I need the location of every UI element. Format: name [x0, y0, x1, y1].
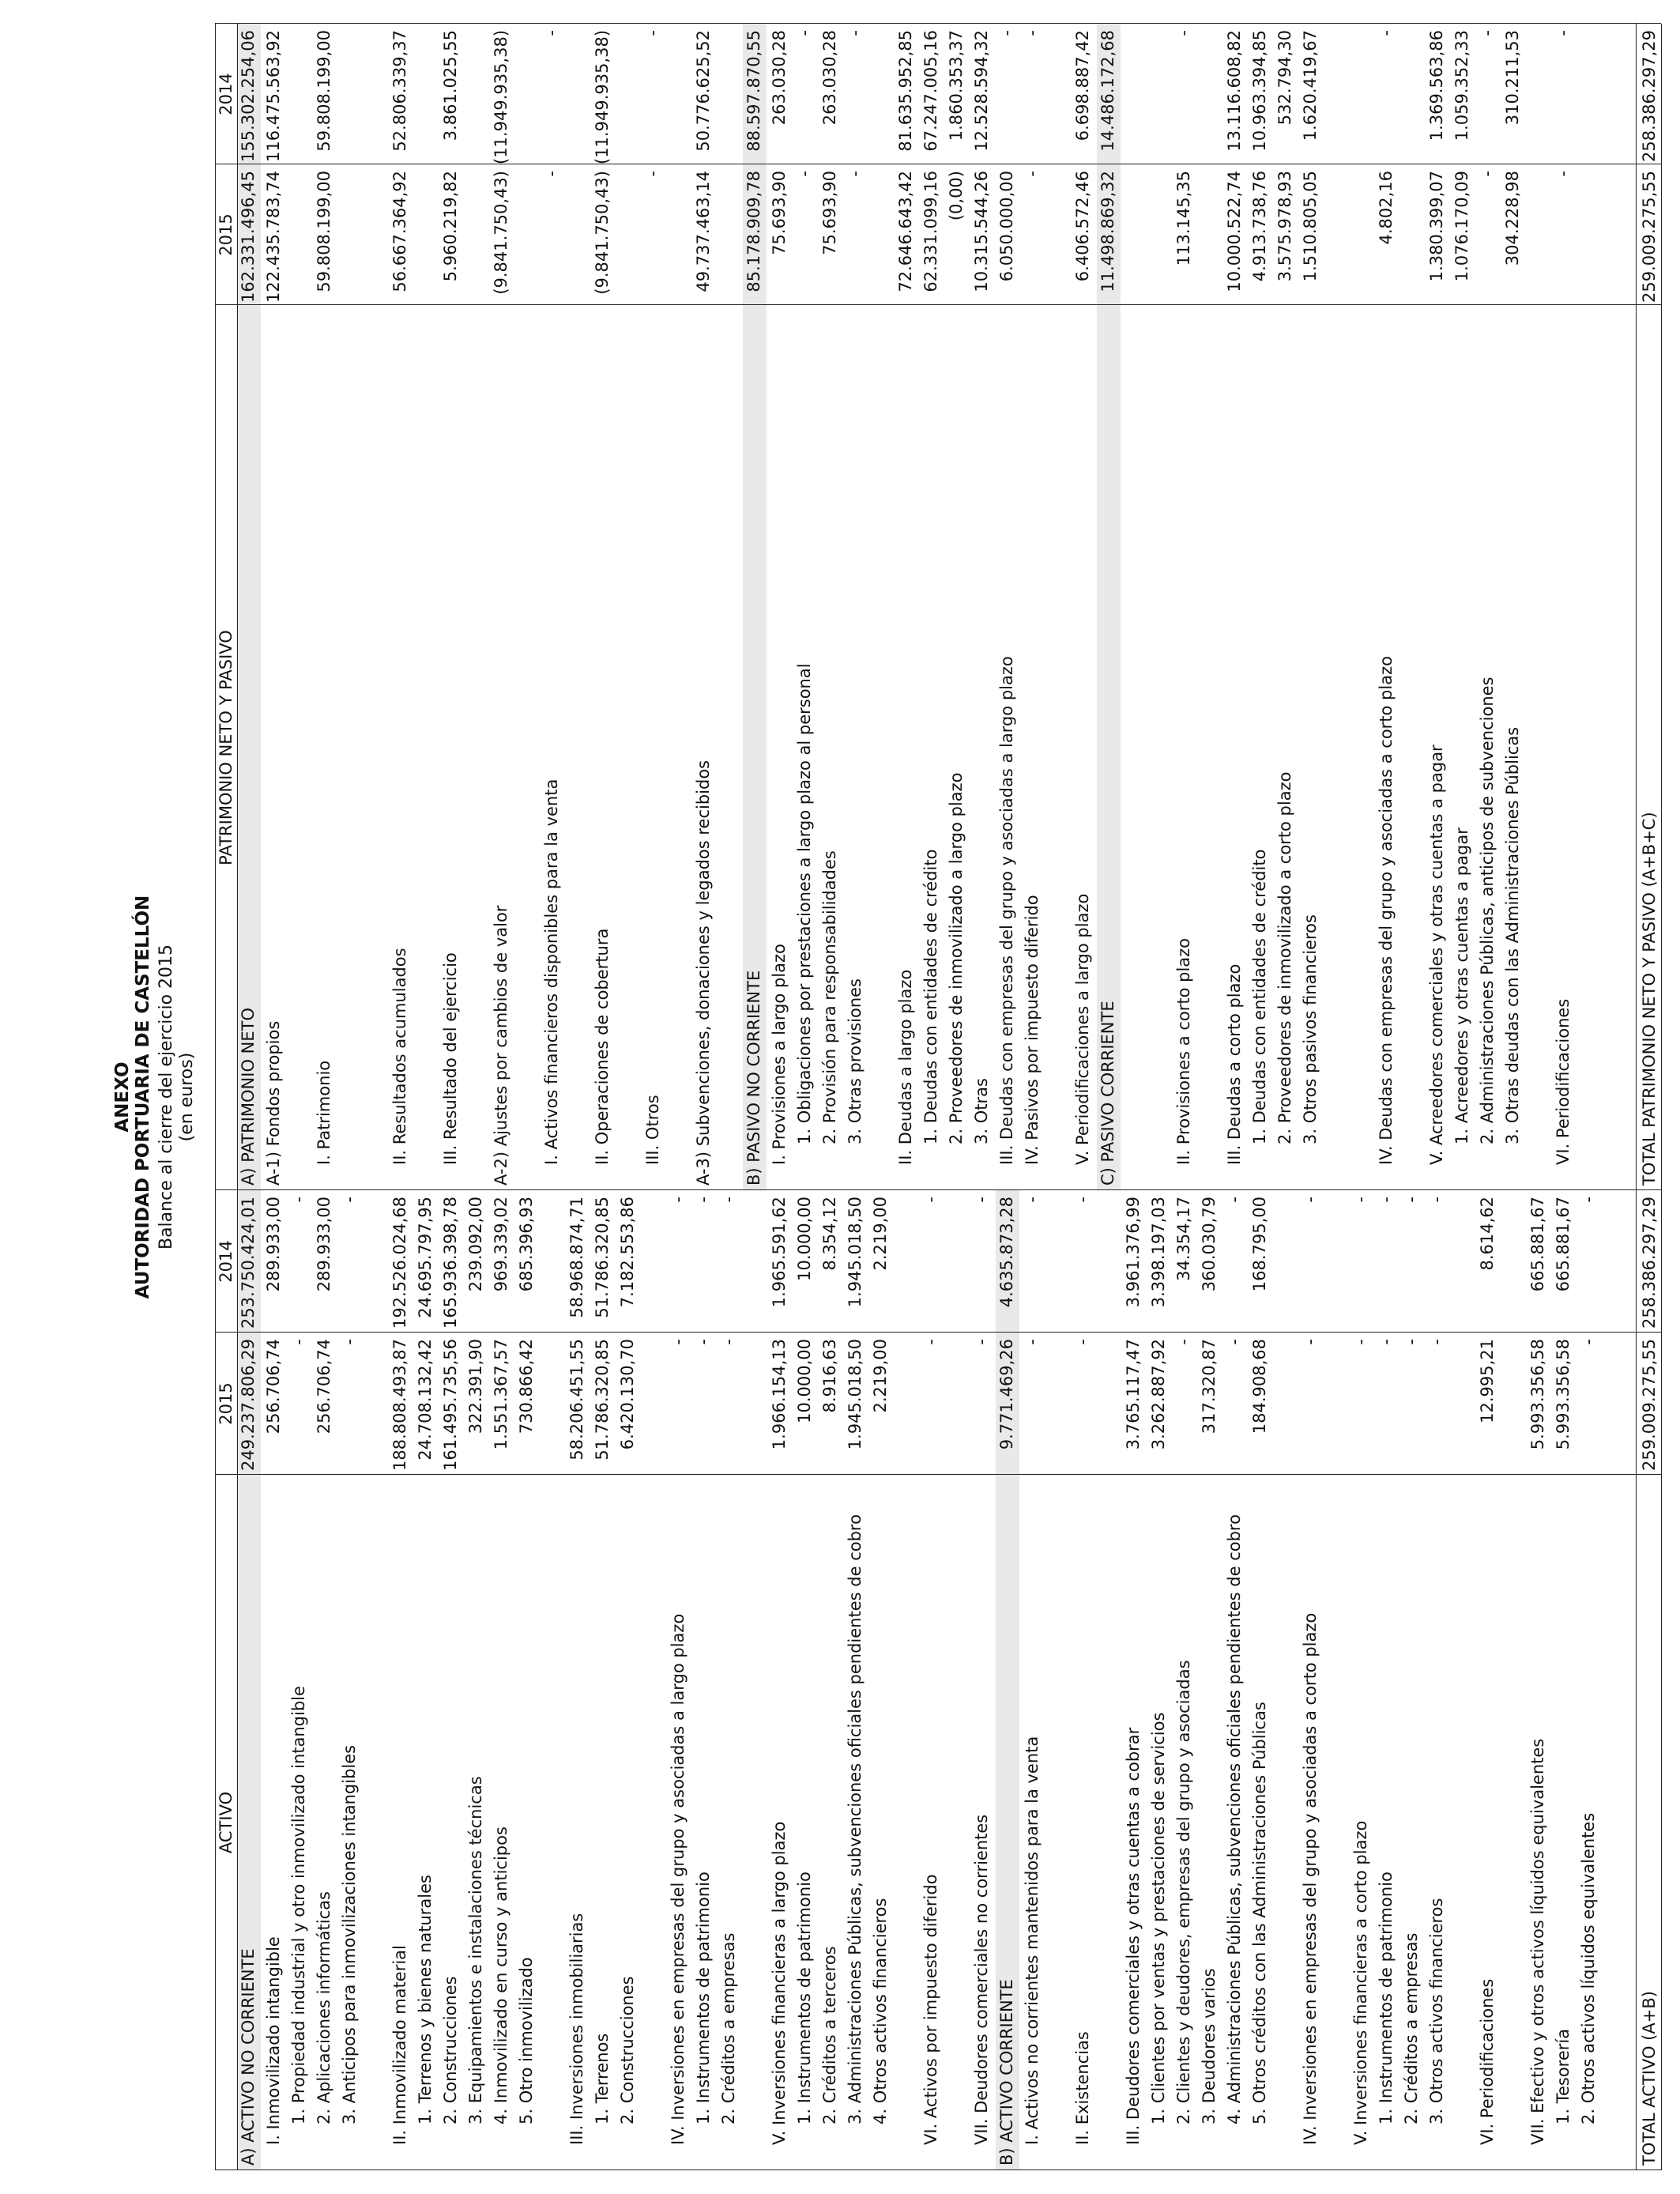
balance-subtitle: Balance al cierre del ejercicio 2015	[156, 944, 176, 1250]
activo-v2015-value: 58.206.451,55	[567, 1339, 586, 1461]
activo-v2015-value: 184.908,68	[1250, 1339, 1269, 1434]
pasivo-v2015-value: -	[1554, 171, 1573, 177]
table-column-divider	[215, 23, 1661, 24]
pasivo-v2014-value: -	[643, 30, 662, 36]
pasivo-row-label: III. Deudas a corto plazo	[1225, 963, 1244, 1165]
activo-v2014-value: 969.339,02	[492, 1197, 510, 1292]
activo-v2015-value: 24.708.132,42	[416, 1339, 435, 1461]
pasivo-v2015-value: 11.498.869,32	[1098, 171, 1117, 292]
activo-row-label: 3. Otros activos financieros	[1427, 1898, 1446, 2124]
activo-v2015-value: -	[1225, 1339, 1244, 1345]
pasivo-v2014-value: -	[542, 30, 561, 36]
activo-v2014-value: -	[1301, 1197, 1320, 1203]
activo-v2015-value: 256.706,74	[315, 1339, 333, 1434]
activo-row-label: 2. Clientes y deudores, empresas del grupo y asociadas	[1174, 1660, 1193, 2124]
pasivo-row-label: III. Resultado del ejercicio	[441, 952, 460, 1165]
activo-row-label: 5. Otros créditos con las Administraciones Públicas	[1250, 1702, 1269, 2124]
table-column-divider	[215, 1474, 1661, 1475]
pasivo-v2015-value: 122.435.783,74	[264, 171, 283, 303]
pasivo-row-label: A) PATRIMONIO NETO	[239, 1008, 258, 1186]
activo-v2014-value: 665.881,67	[1528, 1197, 1547, 1292]
pasivo-v2015-value: 4.802,16	[1377, 171, 1396, 245]
activo-v2015-value: -	[972, 1339, 991, 1345]
activo-v2014-value: 685.396,93	[517, 1197, 536, 1292]
activo-v2015-value: -	[1174, 1339, 1193, 1345]
activo-v2015-value: -	[669, 1339, 687, 1345]
activo-v2015-value: 317.320,87	[1200, 1339, 1219, 1434]
pasivo-v2014-value: 67.247.005,16	[921, 30, 940, 152]
activo-v2014-value: 7.182.553,86	[618, 1197, 637, 1308]
pasivo-v2015-value: -	[1023, 171, 1042, 177]
activo-v2014-value: 665.881,67	[1554, 1197, 1573, 1292]
activo-row-label: 4. Administraciones Públicas, subvenciones oficiales pendientes de cobro	[1225, 1514, 1244, 2124]
pasivo-row-label: I. Patrimonio	[315, 1060, 333, 1165]
pasivo-row-label: II. Provisiones a corto plazo	[1174, 937, 1193, 1165]
activo-row-label: IV. Inversiones en empresas del grupo y asociadas a largo plazo	[669, 1613, 687, 2145]
activo-v2015-value: 5.993.356,58	[1554, 1339, 1573, 1450]
table-column-divider	[215, 1332, 1661, 1333]
activo-v2015-value: 8.916,63	[820, 1339, 839, 1413]
pasivo-v2014-value: 50.776.625,52	[694, 30, 713, 152]
pasivo-row-label: 3. Otras	[972, 1078, 991, 1144]
pasivo-v2015-value: -	[542, 171, 561, 177]
pasivo-v2015-value: 162.331.496,45	[239, 171, 258, 303]
pasivo-row-label: 1. Obligaciones por prestaciones a largo plazo al personal	[795, 663, 814, 1144]
pasivo-row-label: II. Resultados acumulados	[390, 948, 409, 1165]
activo-row-label: VII. Efectivo y otros activos líquidos equivalentes	[1528, 1738, 1547, 2145]
pasivo-row-label: 2. Administraciones Públicas, anticipos de subvenciones	[1478, 677, 1497, 1144]
pasivo-row-label: 1. Deudas con entidades de crédito	[1250, 849, 1269, 1144]
activo-v2015-value: 730.866,42	[517, 1339, 536, 1434]
pasivo-v2015-value: -	[1478, 171, 1497, 177]
activo-v2014-value: 192.526.024,68	[390, 1197, 409, 1329]
pasivo-row-label: V. Periodificaciones a largo plazo	[1073, 893, 1092, 1165]
activo-v2015-value: -	[1351, 1339, 1370, 1345]
pasivo-v2015-value: 59.808.199,00	[315, 171, 333, 292]
pasivo-v2015-value: -	[846, 171, 864, 177]
activo-column-header: ACTIVO	[217, 1791, 235, 1854]
activo-row-label: 1. Instrumentos de patrimonio	[1377, 1872, 1396, 2124]
pasivo-row-label: A-2) Ajustes por cambios de valor	[492, 905, 510, 1186]
activo-row-label: A) ACTIVO NO CORRIENTE	[239, 1948, 258, 2166]
activo-row-label: I. Activos no corrientes mantenidos para la venta	[1023, 1736, 1042, 2145]
activo-v2014-value: 253.750.424,01	[239, 1197, 258, 1329]
pasivo-row-label: A-1) Fondos propios	[264, 1020, 283, 1186]
pasivo-v2014-value: 12.528.594,32	[972, 30, 991, 152]
table-column-divider	[215, 304, 1661, 305]
activo-v2015-value: -	[1023, 1339, 1042, 1345]
activo-row-label: 4. Otros activos financieros	[871, 1898, 890, 2124]
pasivo-row-label: V. Acreedores comerciales y otras cuentas a pagar	[1427, 745, 1446, 1165]
activo-v2015-value: 51.786.320,85	[593, 1339, 612, 1461]
activo-v2014-value: 3.961.376,99	[1124, 1197, 1143, 1308]
pasivo-row-label: II. Deudas a largo plazo	[896, 969, 915, 1165]
activo-v2014-value: -	[1225, 1197, 1244, 1203]
activo-row-label: IV. Inversiones en empresas del grupo y asociadas a corto plazo	[1301, 1612, 1320, 2145]
activo-v2014-value: 168.795,00	[1250, 1197, 1269, 1292]
activo-row-label: III. Deudores comerciales y otras cuentas a cobrar	[1124, 1727, 1143, 2145]
activo-v2014-value: -	[1579, 1197, 1598, 1203]
pasivo-row-label: A-3) Subvenciones, donaciones y legados recibidos	[694, 760, 713, 1186]
activo-row-label: 2. Construcciones	[618, 1976, 637, 2124]
activo-v2014-value: 4.635.873,28	[997, 1197, 1016, 1308]
activo-row-label: 2. Otros activos líquidos equivalentes	[1579, 1812, 1598, 2124]
currency-unit: (en euros)	[177, 1052, 197, 1142]
activo-v2015-value: 1.966.154,13	[770, 1339, 789, 1450]
pasivo-v2014-value: 6.698.887,42	[1073, 30, 1092, 141]
activo-v2015-value: -	[289, 1339, 308, 1345]
pasivo-2014-header: 2014	[217, 73, 235, 115]
activo-row-label: 1. Clientes por ventas y prestaciones de servicios	[1149, 1712, 1168, 2124]
pasivo-2015-header: 2015	[217, 213, 235, 256]
pasivo-row-label: IV. Deudas con empresas del grupo y asociadas a corto plazo	[1377, 656, 1396, 1165]
activo-row-label: I. Inmovilizado intangible	[264, 1936, 283, 2145]
pasivo-v2015-value: 75.693,90	[820, 171, 839, 255]
entity-title: AUTORIDAD PORTUARIA DE CASTELLÓN	[133, 895, 153, 1299]
pasivo-row-label: 2. Provisión para responsabilidades	[820, 850, 839, 1144]
pasivo-v2014-value: 116.475.563,92	[264, 30, 283, 162]
activo-v2015-value: 3.765.117,47	[1124, 1339, 1143, 1450]
activo-row-label: 2. Créditos a empresas	[719, 1932, 738, 2124]
activo-v2015-value: -	[340, 1339, 359, 1345]
activo-row-label: II. Inmovilizado material	[390, 1945, 409, 2145]
pasivo-v2015-value: 10.000.522,74	[1225, 171, 1244, 292]
activo-v2014-value: -	[972, 1197, 991, 1203]
activo-v2014-value: 360.030,79	[1200, 1197, 1219, 1292]
table-column-divider	[215, 1189, 1661, 1190]
activo-v2015-value: 1.945.018,50	[846, 1339, 864, 1450]
activo-row-label: 5. Otro inmovilizado	[517, 1957, 536, 2124]
pasivo-v2015-value: (9.841.750,43)	[593, 171, 612, 295]
pasivo-v2015-value: 1.380.399,07	[1427, 171, 1446, 282]
pasivo-v2015-value: (0,00)	[947, 171, 966, 221]
activo-v2014-value: 2.219,00	[871, 1197, 890, 1271]
activo-row-label: 2. Créditos a terceros	[820, 1946, 839, 2124]
activo-v2014-value: -	[669, 1197, 687, 1203]
total-activo-2014: 258.386.297,29	[1640, 1197, 1659, 1329]
activo-row-label: VI. Periodificaciones	[1478, 1978, 1497, 2145]
activo-v2014-value: 165.936.398,78	[441, 1197, 460, 1329]
activo-row-label: V. Inversiones financieras a corto plazo	[1351, 1820, 1370, 2145]
table-column-divider	[215, 2169, 1661, 2170]
pasivo-v2015-value: -	[643, 171, 662, 177]
activo-v2015-value: 5.993.356,58	[1528, 1339, 1547, 1450]
pasivo-v2014-value: -	[997, 30, 1016, 36]
activo-v2014-value: 289.933,00	[264, 1197, 283, 1292]
activo-2015-header: 2015	[217, 1382, 235, 1425]
pasivo-v2014-value: 88.597.870,55	[744, 30, 763, 152]
activo-v2015-value: 2.219,00	[871, 1339, 890, 1413]
activo-v2014-value: -	[1351, 1197, 1370, 1203]
pasivo-row-label: I. Activos financieros disponibles para la venta	[542, 778, 561, 1165]
activo-v2015-value: 6.420.130,70	[618, 1339, 637, 1450]
pasivo-row-label: VI. Periodificaciones	[1554, 998, 1573, 1165]
pasivo-row-label: 2. Proveedores de inmovilizado a corto plazo	[1275, 771, 1294, 1144]
pasivo-v2014-value: -	[795, 30, 814, 36]
pasivo-row-label: 3. Otras deudas con las Administraciones Públicas	[1503, 726, 1522, 1144]
pasivo-row-label: B) PASIVO NO CORRIENTE	[744, 970, 763, 1186]
activo-v2014-value: 8.614,62	[1478, 1197, 1497, 1271]
activo-v2014-value: 51.786.320,85	[593, 1197, 612, 1318]
activo-row-label: 1. Tesorería	[1554, 2028, 1573, 2124]
activo-row-label: 4. Inmovilizado en curso y anticipos	[492, 1826, 510, 2124]
pasivo-v2014-value: 14.486.172,68	[1098, 30, 1117, 152]
pasivo-v2014-value: -	[1554, 30, 1573, 36]
activo-row-label: 3. Anticipos para inmovilizaciones intangibles	[340, 1744, 359, 2124]
pasivo-row-label: IV. Pasivos por impuesto diferido	[1023, 895, 1042, 1165]
activo-v2014-value: -	[1427, 1197, 1446, 1203]
pasivo-row-label: I. Provisiones a largo plazo	[770, 944, 789, 1165]
pasivo-v2015-value: (9.841.750,43)	[492, 171, 510, 295]
pasivo-v2014-value: -	[1174, 30, 1193, 36]
pasivo-v2015-value: 56.667.364,92	[390, 171, 409, 292]
total-activo-label: TOTAL ACTIVO (A+B)	[1640, 1991, 1659, 2166]
pasivo-v2015-value: 304.228,98	[1503, 171, 1522, 266]
activo-v2015-value: -	[1427, 1339, 1446, 1345]
activo-row-label: VI. Activos por impuesto diferido	[921, 1874, 940, 2145]
activo-row-label: 2. Aplicaciones informáticas	[315, 1891, 333, 2124]
activo-v2014-value: -	[289, 1197, 308, 1203]
pasivo-v2014-value: 155.302.254,06	[239, 30, 258, 162]
activo-v2015-value: 188.808.493,87	[390, 1339, 409, 1471]
activo-v2014-value: -	[1023, 1197, 1042, 1203]
pasivo-v2015-value: 1.076.170,09	[1452, 171, 1471, 282]
pasivo-v2014-value: 52.806.339,37	[390, 30, 409, 152]
activo-v2014-value: -	[694, 1197, 713, 1203]
activo-row-label: III. Inversiones inmobiliarias	[567, 1913, 586, 2145]
activo-2014-header: 2014	[217, 1240, 235, 1283]
pasivo-row-label: 2. Proveedores de inmovilizado a largo plazo	[947, 772, 966, 1144]
pasivo-v2014-value: 13.116.608,82	[1225, 30, 1244, 152]
activo-row-label: 1. Instrumentos de patrimonio	[694, 1872, 713, 2124]
pasivo-v2014-value: -	[1377, 30, 1396, 36]
activo-v2014-value: 10.000,00	[795, 1197, 814, 1281]
pasivo-v2014-value: (11.949.935,38)	[593, 29, 612, 164]
activo-v2014-value: 1.965.591,62	[770, 1197, 789, 1308]
activo-v2014-value: -	[1377, 1197, 1396, 1203]
pasivo-v2014-value: 81.635.952,85	[896, 30, 915, 152]
pasivo-v2014-value: 10.963.394,85	[1250, 30, 1269, 152]
pasivo-v2015-value: 49.737.463,14	[694, 171, 713, 292]
activo-v2015-value: -	[921, 1339, 940, 1345]
pasivo-v2014-value: 1.369.563,86	[1427, 30, 1446, 141]
pasivo-v2014-value: -	[1023, 30, 1042, 36]
activo-row-label: VII. Deudores comerciales no corrientes	[972, 1814, 991, 2145]
pasivo-v2014-value: -	[1478, 30, 1497, 36]
pasivo-row-label: 3. Otras provisiones	[846, 978, 864, 1144]
activo-v2015-value: 322.391,90	[466, 1339, 485, 1434]
activo-row-label: 1. Instrumentos de patrimonio	[795, 1872, 814, 2124]
activo-v2014-value: 3.398.197,03	[1149, 1197, 1168, 1308]
pasivo-v2015-value: 85.178.909,78	[744, 171, 763, 292]
pasivo-v2015-value: 6.406.572,46	[1073, 171, 1092, 282]
activo-v2015-value: 3.262.887,92	[1149, 1339, 1168, 1450]
activo-v2014-value: 34.354,17	[1174, 1197, 1193, 1281]
pasivo-v2014-value: 59.808.199,00	[315, 30, 333, 152]
activo-row-label: 2. Créditos a empresas	[1402, 1932, 1421, 2124]
activo-v2015-value: -	[1579, 1339, 1598, 1345]
activo-row-label: 1. Propiedad industrial y otro inmovilizado intangible	[289, 1686, 308, 2124]
activo-row-label: II. Existencias	[1073, 2031, 1092, 2145]
activo-row-label: B) ACTIVO CORRIENTE	[997, 1979, 1016, 2166]
pasivo-v2014-value: (11.949.935,38)	[492, 29, 510, 164]
balance-sheet-table	[215, 24, 1661, 2170]
table-row-divider	[1636, 24, 1637, 2170]
pasivo-v2014-value: 263.030,28	[820, 30, 839, 126]
table-row-divider	[237, 24, 238, 2170]
activo-v2014-value: -	[719, 1197, 738, 1203]
pasivo-v2015-value: 5.960.219,82	[441, 171, 460, 282]
activo-v2015-value: -	[1377, 1339, 1396, 1345]
activo-v2014-value: 1.945.018,50	[846, 1197, 864, 1308]
activo-row-label: 1. Terrenos	[593, 2033, 612, 2124]
activo-v2014-value: -	[921, 1197, 940, 1203]
pasivo-v2014-value: -	[846, 30, 864, 36]
pasivo-v2014-value: 1.620.419,67	[1301, 30, 1320, 141]
activo-v2015-value: -	[694, 1339, 713, 1345]
total-pasivo-label: TOTAL PATRIMONIO NETO Y PASIVO (A+B+C)	[1640, 812, 1659, 1186]
activo-v2014-value: 8.354,12	[820, 1197, 839, 1271]
activo-v2015-value: 10.000,00	[795, 1339, 814, 1423]
pasivo-row-label: 1. Deudas con entidades de crédito	[921, 849, 940, 1144]
pasivo-v2015-value: 62.331.099,16	[921, 171, 940, 292]
pasivo-row-label: 3. Otros pasivos financieros	[1301, 914, 1320, 1144]
pasivo-v2015-value: 1.510.805,05	[1301, 171, 1320, 282]
activo-v2015-value: 256.706,74	[264, 1339, 283, 1434]
activo-v2014-value: 58.968.874,71	[567, 1197, 586, 1318]
total-pasivo-2015: 259.009.275,55	[1640, 171, 1659, 303]
pasivo-column-header: PATRIMONIO NETO Y PASIVO	[217, 630, 235, 865]
pasivo-v2014-value: 263.030,28	[770, 30, 789, 126]
annex-title: ANEXO	[112, 1061, 133, 1133]
activo-v2015-value: -	[1301, 1339, 1320, 1345]
activo-v2015-value: 161.495.735,56	[441, 1339, 460, 1471]
pasivo-row-label: III. Otros	[643, 1095, 662, 1165]
pasivo-v2015-value: 3.575.978,93	[1275, 171, 1294, 282]
activo-v2014-value: 239.092,00	[466, 1197, 485, 1292]
pasivo-v2014-value: 1.860.353,37	[947, 30, 966, 141]
activo-v2014-value: -	[1073, 1197, 1092, 1203]
activo-v2014-value: -	[1402, 1197, 1421, 1203]
activo-v2015-value: 9.771.469,26	[997, 1339, 1016, 1450]
pasivo-v2014-value: 3.861.025,55	[441, 30, 460, 141]
table-row-divider	[215, 24, 216, 2170]
activo-v2015-value: 1.551.367,57	[492, 1339, 510, 1450]
total-pasivo-2014: 258.386.297,29	[1640, 30, 1659, 162]
pasivo-v2015-value: 72.646.643,42	[896, 171, 915, 292]
pasivo-v2015-value: 6.050.000,00	[997, 171, 1016, 282]
activo-v2015-value: -	[1073, 1339, 1092, 1345]
activo-row-label: 3. Deudores varios	[1200, 1968, 1219, 2124]
activo-row-label: V. Inversiones financieras a largo plazo	[770, 1821, 789, 2145]
pasivo-row-label: II. Operaciones de cobertura	[593, 928, 612, 1165]
activo-v2014-value: 24.695.797,95	[416, 1197, 435, 1318]
activo-row-label: 3. Equipamientos e instalaciones técnicas	[466, 1776, 485, 2124]
pasivo-v2015-value: 113.145,35	[1174, 171, 1193, 266]
activo-row-label: 2. Construcciones	[441, 1976, 460, 2124]
activo-v2015-value: 249.237.806,29	[239, 1339, 258, 1471]
activo-v2015-value: -	[719, 1339, 738, 1345]
pasivo-v2014-value: 532.794,30	[1275, 30, 1294, 126]
total-activo-2015: 259.009.275,55	[1640, 1339, 1659, 1471]
pasivo-v2014-value: 1.059.352,33	[1452, 30, 1471, 141]
table-row-divider	[1661, 24, 1662, 2170]
pasivo-row-label: C) PASIVO CORRIENTE	[1098, 1001, 1117, 1186]
pasivo-v2015-value: -	[795, 171, 814, 177]
activo-v2015-value: -	[1402, 1339, 1421, 1345]
activo-row-label: 1. Terrenos y bienes naturales	[416, 1875, 435, 2124]
activo-v2014-value: -	[340, 1197, 359, 1203]
pasivo-v2015-value: 75.693,90	[770, 171, 789, 255]
pasivo-v2015-value: 10.315.544,26	[972, 171, 991, 292]
pasivo-row-label: III. Deudas con empresas del grupo y asociadas a largo plazo	[997, 656, 1016, 1165]
activo-row-label: 3. Administraciones Públicas, subvenciones oficiales pendientes de cobro	[846, 1514, 864, 2124]
pasivo-row-label: 1. Acreedores y otras cuentas a pagar	[1452, 827, 1471, 1144]
activo-v2014-value: 289.933,00	[315, 1197, 333, 1292]
pasivo-v2014-value: 310.211,53	[1503, 30, 1522, 126]
activo-v2015-value: 12.995,21	[1478, 1339, 1497, 1423]
pasivo-v2015-value: 4.913.738,76	[1250, 171, 1269, 282]
